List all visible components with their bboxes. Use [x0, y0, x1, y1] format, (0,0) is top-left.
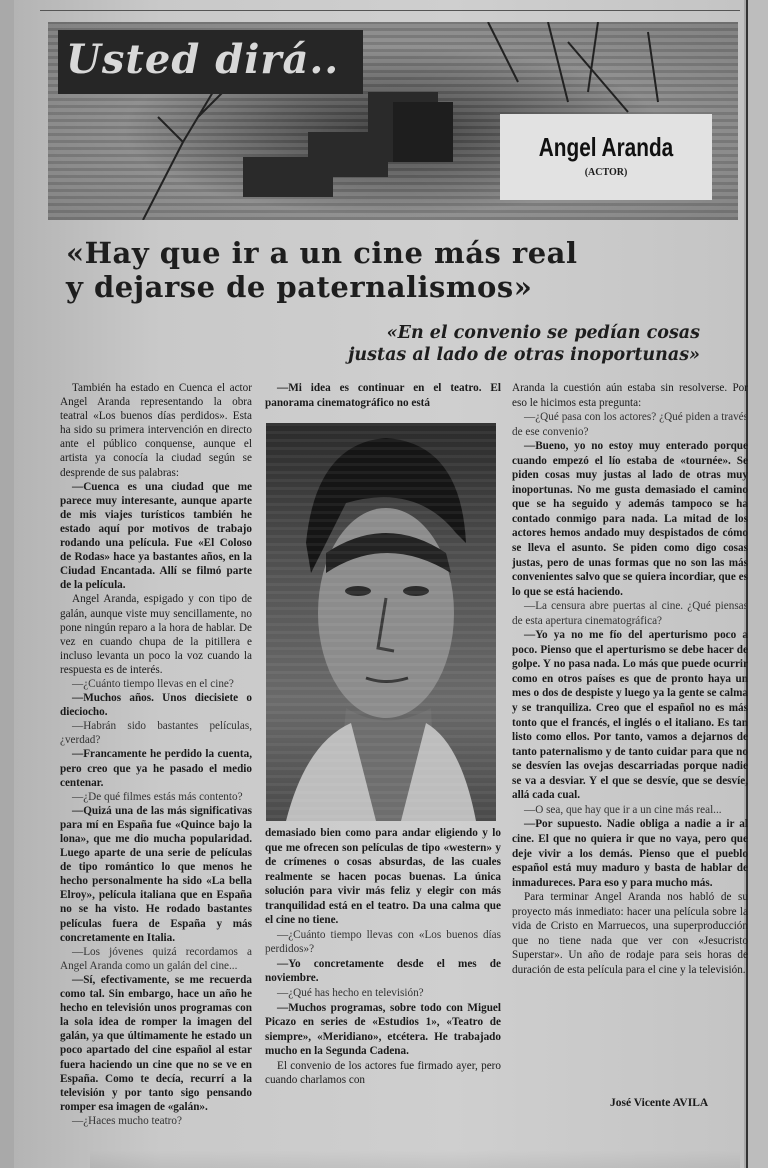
interviewee-box	[500, 114, 712, 200]
headline-line-2: y dejarse de paternalismos»	[66, 270, 533, 304]
article-paragraph: —Bueno, yo no estoy muy enterado porque cuando empezó el lío estaba de «tournée». Se piden cosas muy justas al lado de otras muy inoportunas. No me gusta demasiado el camino que se ha seguido y además tampoco se ha contado conmigo para nada. La mitad de los actores hemos andado muy despistados de cómo se lleva el asunto. Se piden como digo cosas justas, pero de unas formas que no son las más convenientes salvo que se quiera incordiar, que es lo que se está haciendo.	[512, 440, 748, 598]
article-paragraph: —Habrán sido bastantes películas, ¿verdad?	[60, 720, 252, 747]
adjacent-column-edge	[746, 0, 768, 1168]
article-column-2-bottom	[265, 826, 501, 1088]
article-paragraph: —¿Haces mucho teatro?	[72, 1114, 182, 1127]
article-paragraph: —Sí, efectivamente, se me recuerda como tal. Sin embargo, hace un año he hecho en televisión unos programas con la sola idea de romper la imagen del galán, ya que últimamente he estado un poco apartado del cine español al estar fuera haciendo un cine que no se ve en España. Como te decía, recurrí a la televisión y por tanto sigo pensando romper esa imagen de «galán».	[60, 973, 252, 1113]
portrait-photo	[266, 423, 496, 821]
author-byline: José Vicente AVILA	[610, 1097, 709, 1109]
header-banner	[48, 22, 738, 220]
top-rule	[40, 10, 740, 11]
article-paragraph: —Quizá una de las más significativas para mí en España fue «Quince bajo la lona», que me dio mucha popularidad. Luego aparte de una serie de películas de tipo romántico lo que menos he hecho personalmente ha sido «La bella Elroy», película italiana que en España no se ha visto. He rodado bastantes películas fuera de España y más concretamente en Italia.	[60, 804, 252, 944]
article-paragraph: —¿Cuánto tiempo llevas con «Los buenos días perdidos»?	[265, 928, 501, 956]
article-paragraph: También ha estado en Cuenca el actor Angel Aranda representando la obra teatral «Los buenos días perdidos». Esta ha sido su primera intervención en directo ante el público conquense, aunque el artista ya conocía la ciudad según se desprende de sus palabras:	[60, 382, 252, 479]
article-paragraph: —Muchos años. Unos diecisiete o dieciocho.	[60, 692, 252, 719]
article-column-2-top	[265, 381, 501, 410]
article-paragraph: —Mi idea es continuar en el teatro. El panorama cinematográfico no está	[265, 382, 501, 409]
article-paragraph: —¿Qué has hecho en televisión?	[277, 987, 424, 1000]
subheadline-line-1: «En el convenio se pedían cosas	[386, 323, 700, 343]
headline	[66, 236, 577, 304]
article-paragraph: Para terminar Angel Aranda nos habló de su proyecto más inmediato: hacer una película sobre la vida de Cristo en Marruecos, una superproducción que no tiene nada que ver con «Jesucristo Superstar». Un año de rodaje para seis horas de duración de esta película para el cine y la televisión.	[512, 891, 748, 976]
section-kicker	[58, 30, 363, 94]
article-paragraph: Angel Aranda, espigado y con tipo de galán, aunque viste muy sencillamente, no pone ningún reparo a la hora de hablar. De vez en cuando chupa de la pitillera e incluso levanta un poco la voz cuando la respuesta es de interés.	[60, 593, 252, 676]
article-paragraph: —¿De qué filmes estás más contento?	[72, 790, 243, 803]
article-paragraph: —O sea, que hay que ir a un cine más real...	[524, 803, 722, 816]
interviewee-role: (ACTOR)	[584, 167, 628, 178]
article-paragraph: —¿Cuánto tiempo llevas en el cine?	[72, 677, 234, 690]
article-paragraph: —Yo concretamente desde el mes de noviembre.	[265, 957, 501, 985]
article-column-1	[60, 381, 252, 1128]
subheadline	[200, 322, 700, 366]
subheadline-line-2: justas al lado de otras inoportunas»	[348, 345, 700, 365]
article-paragraph: —Francamente he perdido la cuenta, pero creo que ya he pasado el medio centenar.	[60, 748, 252, 789]
article-column-3	[512, 381, 748, 977]
article-paragraph: —¿Qué pasa con los actores? ¿Qué piden a través de ese convenio?	[512, 411, 748, 438]
article-paragraph: —Por supuesto. Nadie obliga a nadie a ir al cine. El que no quiera ir que no vaya, pero que deje vivir a los demás. Pienso que el pueblo español está muy maduro y basta de hablar de inmadureces. Para eso y para mucho más.	[512, 818, 748, 889]
article-paragraph: —Muchos programas, sobre todo con Miguel Picazo en series de «Estudios 1», «Teatro de siempre», «Meridiano», etcétera. He trabajado mucho en la Segunda Cadena.	[265, 1001, 501, 1058]
article-paragraph: El convenio de los actores fue firmado ayer, pero cuando charlamos con	[265, 1059, 501, 1087]
article-paragraph: —Yo ya no me fío del aperturismo poco a poco. Pienso que el aperturismo se debe hacer de golpe. Y no pasa nada. Lo más que puede ocurrir como en otros países es que de pronto haya un mes o dos de despiste y luego ya la gente se calma y se tranquiliza. Creo que el español no es más tonto que el francés, el inglés o el italiano. Es tan listo como ellos. Por tanto, vamos a dejarnos de tanto paternalismo y de tanto cuidar para que no se desvíen las ovejas descarriadas porque nadie se va a desviar. Y el que se desvíe, que se desvíe, allá cada cual.	[512, 629, 748, 802]
article-paragraph: Aranda la cuestión aún estaba sin resolverse. Por eso le hicimos esta pregunta:	[512, 382, 748, 409]
article-paragraph: —Los jóvenes quizá recordamos a Angel Aranda como un galán del cine...	[60, 945, 252, 972]
section-kicker-text: Usted dirá..	[66, 36, 340, 83]
paper-shadow	[90, 1150, 740, 1168]
article-paragraph: —La censura abre puertas al cine. ¿Qué piensas de esta apertura cinematográfica?	[512, 600, 748, 627]
headline-line-1: «Hay que ir a un cine más real	[66, 236, 578, 270]
article-paragraph: —Cuenca es una ciudad que me parece muy interesante, aunque aparte de mis viajes turísticos también he estado aquí por motivos de trabajo rodando una película. Fue «El Coloso de Rodas» hace ya bastantes años, en la Ciudad Encantada. Allí se filmó parte de la película.	[60, 480, 252, 592]
portrait-face-illustration	[266, 423, 496, 821]
article-paragraph: demasiado bien como para andar eligiendo y lo que me ofrecen son películas de tipo «western» y de crímenes o cosas absurdas, de las cuales realmente se hacen pocas buenas. La única solución para vivir más feliz y elegir con más tranquilidad está en el teatro. Da una calma que el cine no tiene.	[265, 827, 501, 927]
interviewee-name: Angel Aranda	[538, 132, 674, 162]
